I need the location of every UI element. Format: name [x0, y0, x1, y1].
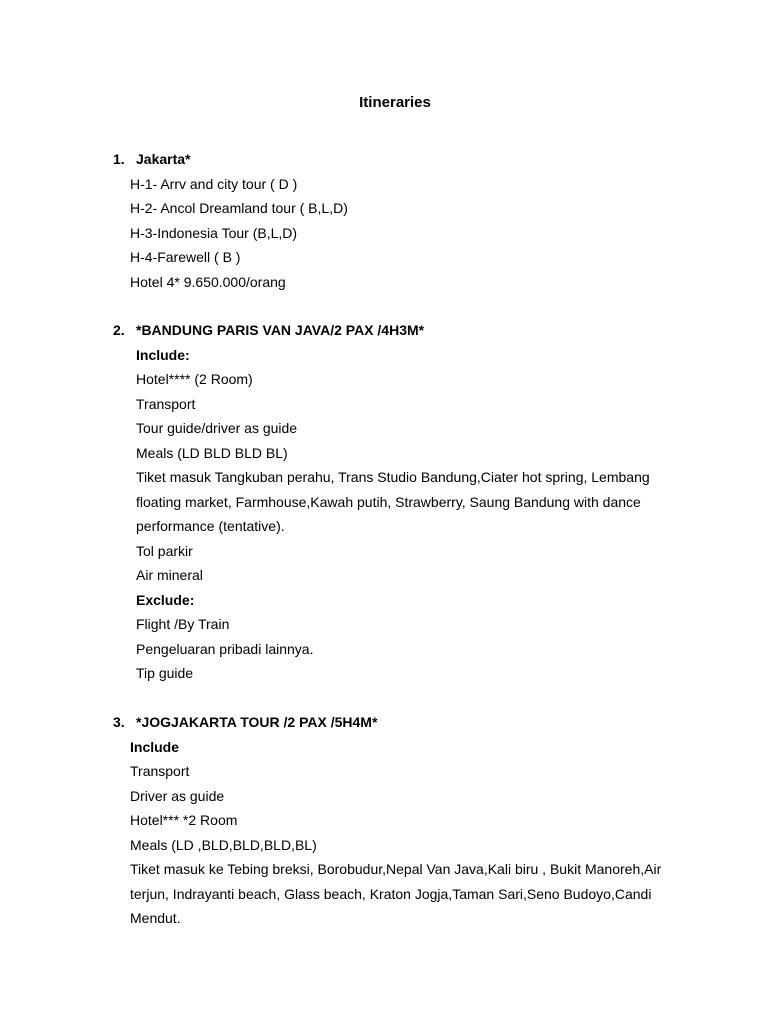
list-item — [0, 392, 768, 417]
include-item: Mendut. — [130, 910, 181, 926]
list-item — [0, 735, 768, 760]
list-item — [0, 441, 768, 466]
section-heading: Jakarta* — [136, 151, 191, 167]
section-number: 2. — [113, 322, 125, 338]
list-item — [0, 514, 768, 539]
list-item — [0, 172, 768, 197]
list-item — [0, 882, 768, 907]
list-item — [0, 661, 768, 686]
include-item: performance (tentative). — [136, 518, 285, 534]
include-label: Include: — [136, 346, 190, 363]
include-item: floating market, Farmhouse,Kawah putih, Strawberry, Saung Bandung with dance — [136, 493, 641, 510]
section-bandung — [0, 318, 768, 686]
include-label: Include — [130, 738, 180, 755]
section-heading-line — [0, 147, 768, 172]
list-item — [0, 857, 768, 882]
list-item — [0, 784, 768, 809]
section-heading: *BANDUNG PARIS VAN JAVA/2 PAX /4H3M* — [136, 322, 425, 338]
include-item: Meals (LD ,BLD,BLD,BLD,BL) — [130, 836, 317, 853]
section-jogjakarta — [0, 710, 768, 931]
list-item — [0, 245, 768, 270]
list-item — [0, 465, 768, 490]
include-item: Tiket masuk Tangkuban perahu, Trans Studio Bandung,Ciater hot spring, Lembang — [136, 469, 650, 485]
include-item: terjun, Indrayanti beach, Glass beach, Kraton Jogja,Taman Sari,Seno Budoyo,Candi — [130, 885, 652, 902]
list-item — [0, 539, 768, 564]
section-heading-line — [0, 710, 768, 735]
list-item — [0, 588, 768, 613]
include-item: Hotel**** (2 Room) — [136, 371, 253, 387]
include-item: Meals (LD BLD BLD BL) — [136, 444, 288, 461]
include-item: Tiket masuk ke Tebing breksi, Borobudur,Nepal Van Java,Kali biru , Bukit Manoreh,Air — [130, 861, 662, 877]
list-item — [0, 808, 768, 833]
list-item — [0, 416, 768, 441]
list-item — [0, 637, 768, 662]
itinerary-line: H-4-Farewell ( B ) — [130, 249, 241, 265]
section-number: 1. — [113, 151, 125, 167]
list-item — [0, 563, 768, 588]
itinerary-line: H-3-Indonesia Tour (B,L,D) — [130, 224, 298, 241]
include-item: Hotel*** *2 Room — [130, 812, 238, 828]
include-item: Driver as guide — [130, 787, 225, 804]
include-item: Tol parkir — [136, 542, 193, 559]
list-item — [0, 759, 768, 784]
include-item: Transport — [136, 395, 196, 412]
list-item — [0, 906, 768, 931]
include-item: Air mineral — [136, 567, 203, 583]
list-item — [0, 343, 768, 368]
list-item — [0, 612, 768, 637]
section-heading: *JOGJAKARTA TOUR /2 PAX /5H4M* — [136, 714, 378, 730]
exclude-item: Tip guide — [136, 665, 194, 681]
itinerary-line: H-2- Ancol Dreamland tour ( B,L,D) — [130, 200, 348, 216]
section-heading-line — [0, 318, 768, 343]
list-item — [0, 490, 768, 515]
itinerary-line: H-1- Arrv and city tour ( D ) — [130, 175, 298, 192]
page-title: Itineraries — [359, 94, 431, 111]
hotel-price-line: Hotel 4* 9.650.000/orang — [130, 273, 286, 290]
list-item — [0, 367, 768, 392]
include-item: Transport — [130, 763, 190, 779]
list-item — [0, 196, 768, 221]
section-jakarta — [0, 147, 768, 294]
list-item — [0, 221, 768, 246]
exclude-item: Flight /By Train — [136, 616, 230, 632]
exclude-item: Pengeluaran pribadi lainnya. — [136, 640, 314, 657]
section-number: 3. — [113, 714, 125, 730]
exclude-label: Exclude: — [136, 591, 195, 608]
list-item — [0, 270, 768, 295]
include-item: Tour guide/driver as guide — [136, 420, 298, 436]
list-item — [0, 833, 768, 858]
